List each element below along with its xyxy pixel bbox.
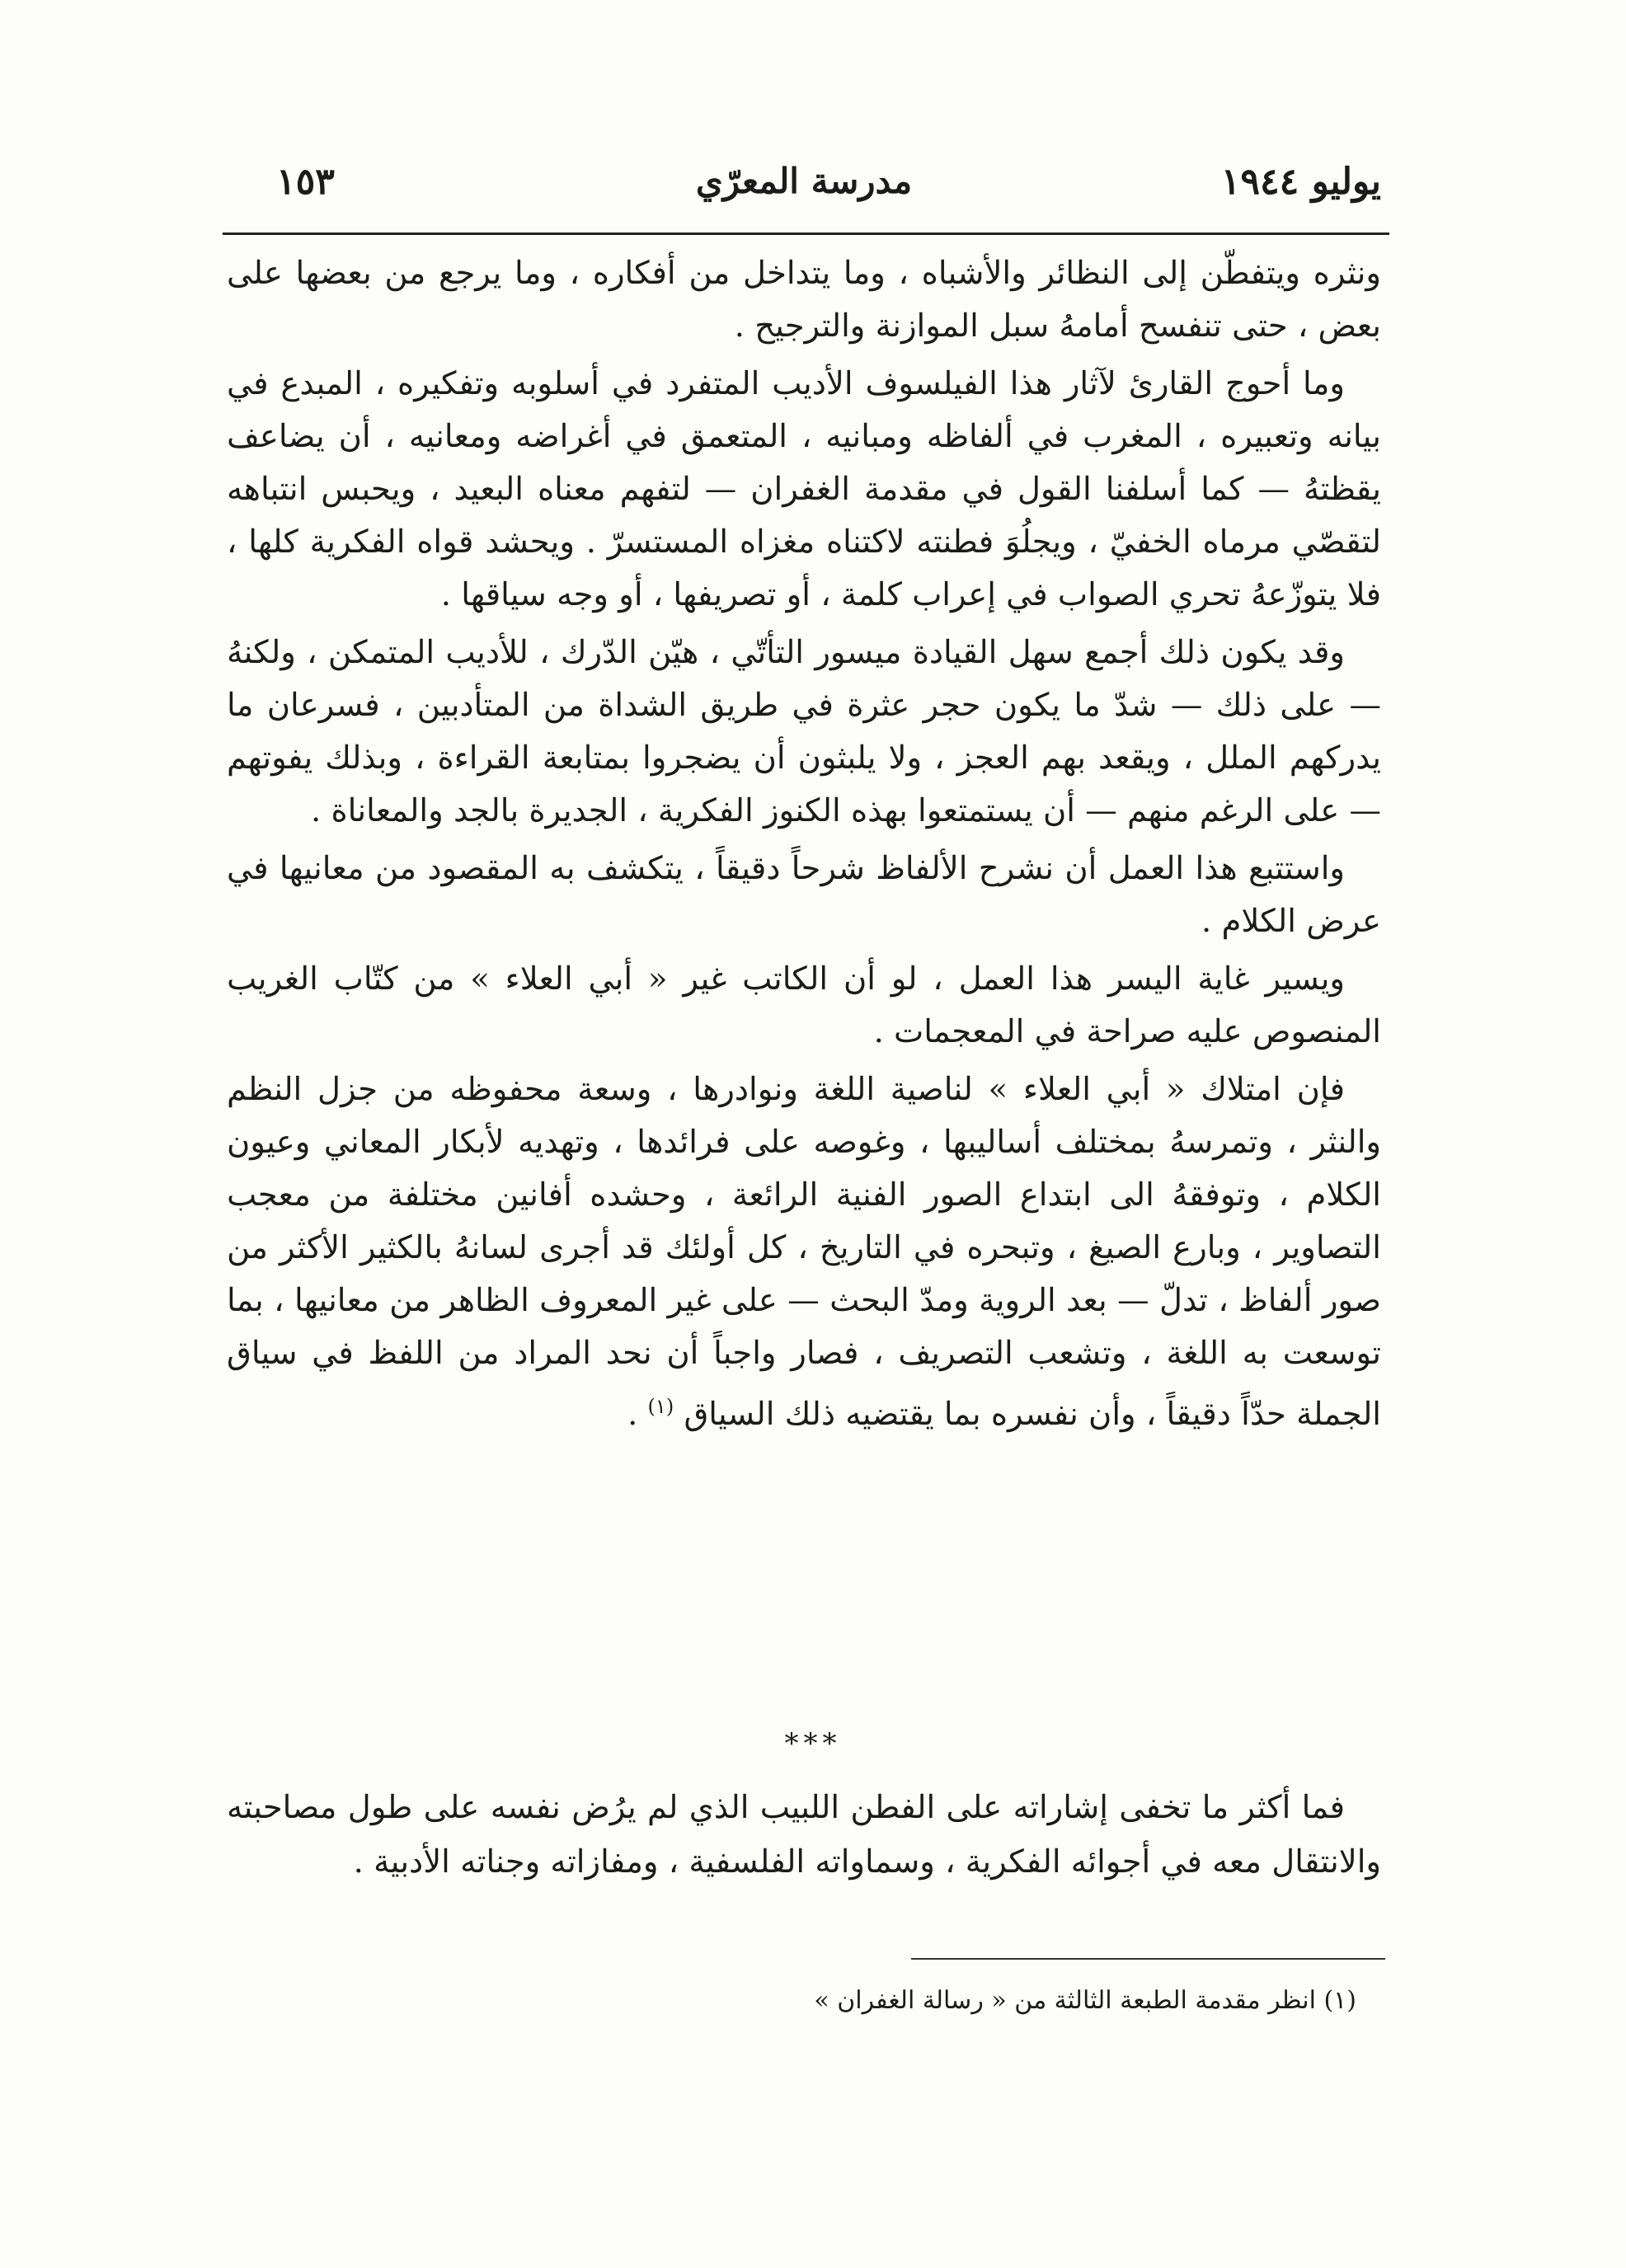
page-header xyxy=(227,161,1381,218)
closing-paragraph: فما أكثر ما تخفى إشاراته على الفطن اللبيب الذي لم يرُض نفسه على طول مصاحبته والانتقال معه في أجوائه الفكرية ، وسماواته الفلسفية ، ومفازاته وجناته الأدبية . xyxy=(227,1789,1381,1881)
paragraph-6-text: فإن امتلاك « أبي العلاء » لناصية اللغة ونوادرها ، وسعة محفوظه من جزل النظم والنثر ، وتمرسهُ بمختلف أساليبها ، وغوصه على فرائدها ، وتهديه لأبكار المعاني وعيون الكلام ، وتوفقهُ الى ابتداع الصور الفنية الرائعة ، وحشده أفانين مختلفة من معجب التصاوير ، وبارع الصيغ ، وتبحره في التاريخ ، كل أولئك قد أجرى لسانهُ بالكثير الأكثر من صور ألفاظ ، تدلّ — بعد الروية ومدّ البحث — على غير المعروف الظاهر من معانيها ، بما توسعت به اللغة ، وتشعب التصريف ، فصار واجباً أن نحد المراد من اللفظ في سياق الجملة حدّاً دقيقاً ، وأن نفسره بما يقتضيه ذلك السياق xyxy=(227,1071,1381,1433)
paragraph-5: ويسير غاية اليسر هذا العمل ، لو أن الكاتب غير « أبي العلاء » من كتّاب الغريب المنصوص عليه صراحة في المعجمات . xyxy=(227,960,1381,1050)
footnote-reference: (١) xyxy=(647,1395,674,1418)
footnote-divider xyxy=(911,1958,1385,1960)
header-title: مدرسة المعرّي xyxy=(695,161,913,201)
header-divider xyxy=(223,232,1389,235)
header-date: يوليو ١٩٤٤ xyxy=(1220,161,1381,203)
paragraph-2: وما أحوج القارئ لآثار هذا الفيلسوف الأديب المتفرد في أسلوبه وتفكيره ، المبدع في بيانه وتعبيره ، المغرب في ألفاظه ومبانيه ، المتعمق في أغراضه ومعانيه ، أن يضاعف يقظتهُ — كما أسلفنا القول في مقدمة الغفران — لتفهم معناه البعيد ، ويحبس انتباهه لتقصّي مرماه الخفيّ ، ويجلُوَ فطنته لاكتناه مغزاه المستسرّ . ويحشد قواه الفكرية كلها ، فلا يتوزّعهُ تحري الصواب في إعراب كلمة ، أو تصريفها ، أو وجه سياقها . xyxy=(227,365,1381,613)
paragraph-6: فإن امتلاك « أبي العلاء » لناصية اللغة ونوادرها ، وسعة محفوظه من جزل النظم والنثر ، وتمرسهُ بمختلف أساليبها ، وغوصه على فرائدها ، وتهديه لأبكار المعاني وعيون الكلام ، وتوفقهُ الى ابتداع الصور الفنية الرائعة ، وحشده أفانين مختلفة من معجب التصاوير ، وبارع الصيغ ، وتبحره في التاريخ ، كل أولئك قد أجرى لسانهُ بالكثير الأكثر من صور ألفاظ ، تدلّ — بعد الروية ومدّ البحث — على غير المعروف الظاهر من معانيها ، بما توسعت به اللغة ، وتشعب التصريف ، فصار واجباً أن نحد المراد من اللفظ في سياق الجملة حدّاً دقيقاً ، وأن نفسره بما يقتضيه ذلك السياق $^{(١)}$ . xyxy=(227,1071,1381,1433)
page-number: ١٥٣ xyxy=(276,161,335,203)
paragraph-4: واستتبع هذا العمل أن نشرح الألفاظ شرحاً دقيقاً ، يتكشف به المقصود من معانيها في عرض الكلام . xyxy=(227,850,1381,940)
section-separator: *** xyxy=(784,1727,842,1760)
closing-text xyxy=(227,1781,1381,1890)
paragraph-3: وقد يكون ذلك أجمع سهل القيادة ميسور التأتّي ، هيّن الدّرك ، للأديب المتمكن ، ولكنهُ — على ذلك — شدّ ما يكون حجر عثرة في طريق الشداة من المتأدبين ، فسرعان ما يدركهم الملل ، ويقعد بهم العجز ، ولا يلبثون أن يضجروا بمتابعة القراءة ، وبذلك يفوتهم — على الرغم منهم — أن يستمتعوا بهذه الكنوز الفكرية ، الجديرة بالجد والمعاناة . xyxy=(227,634,1381,829)
main-text xyxy=(227,247,1381,1446)
footnote: (١) انظر مقدمة الطبعة الثالثة من « رسالة الغفران » xyxy=(814,1986,1356,2015)
paragraph-1: ونثره ويتفطّن إلى النظائر والأشباه ، وما يتداخل من أفكاره ، وما يرجع من بعضها على بعض ، حتى تنفسح أمامهُ سبل الموازنة والترجيح . xyxy=(227,255,1381,345)
